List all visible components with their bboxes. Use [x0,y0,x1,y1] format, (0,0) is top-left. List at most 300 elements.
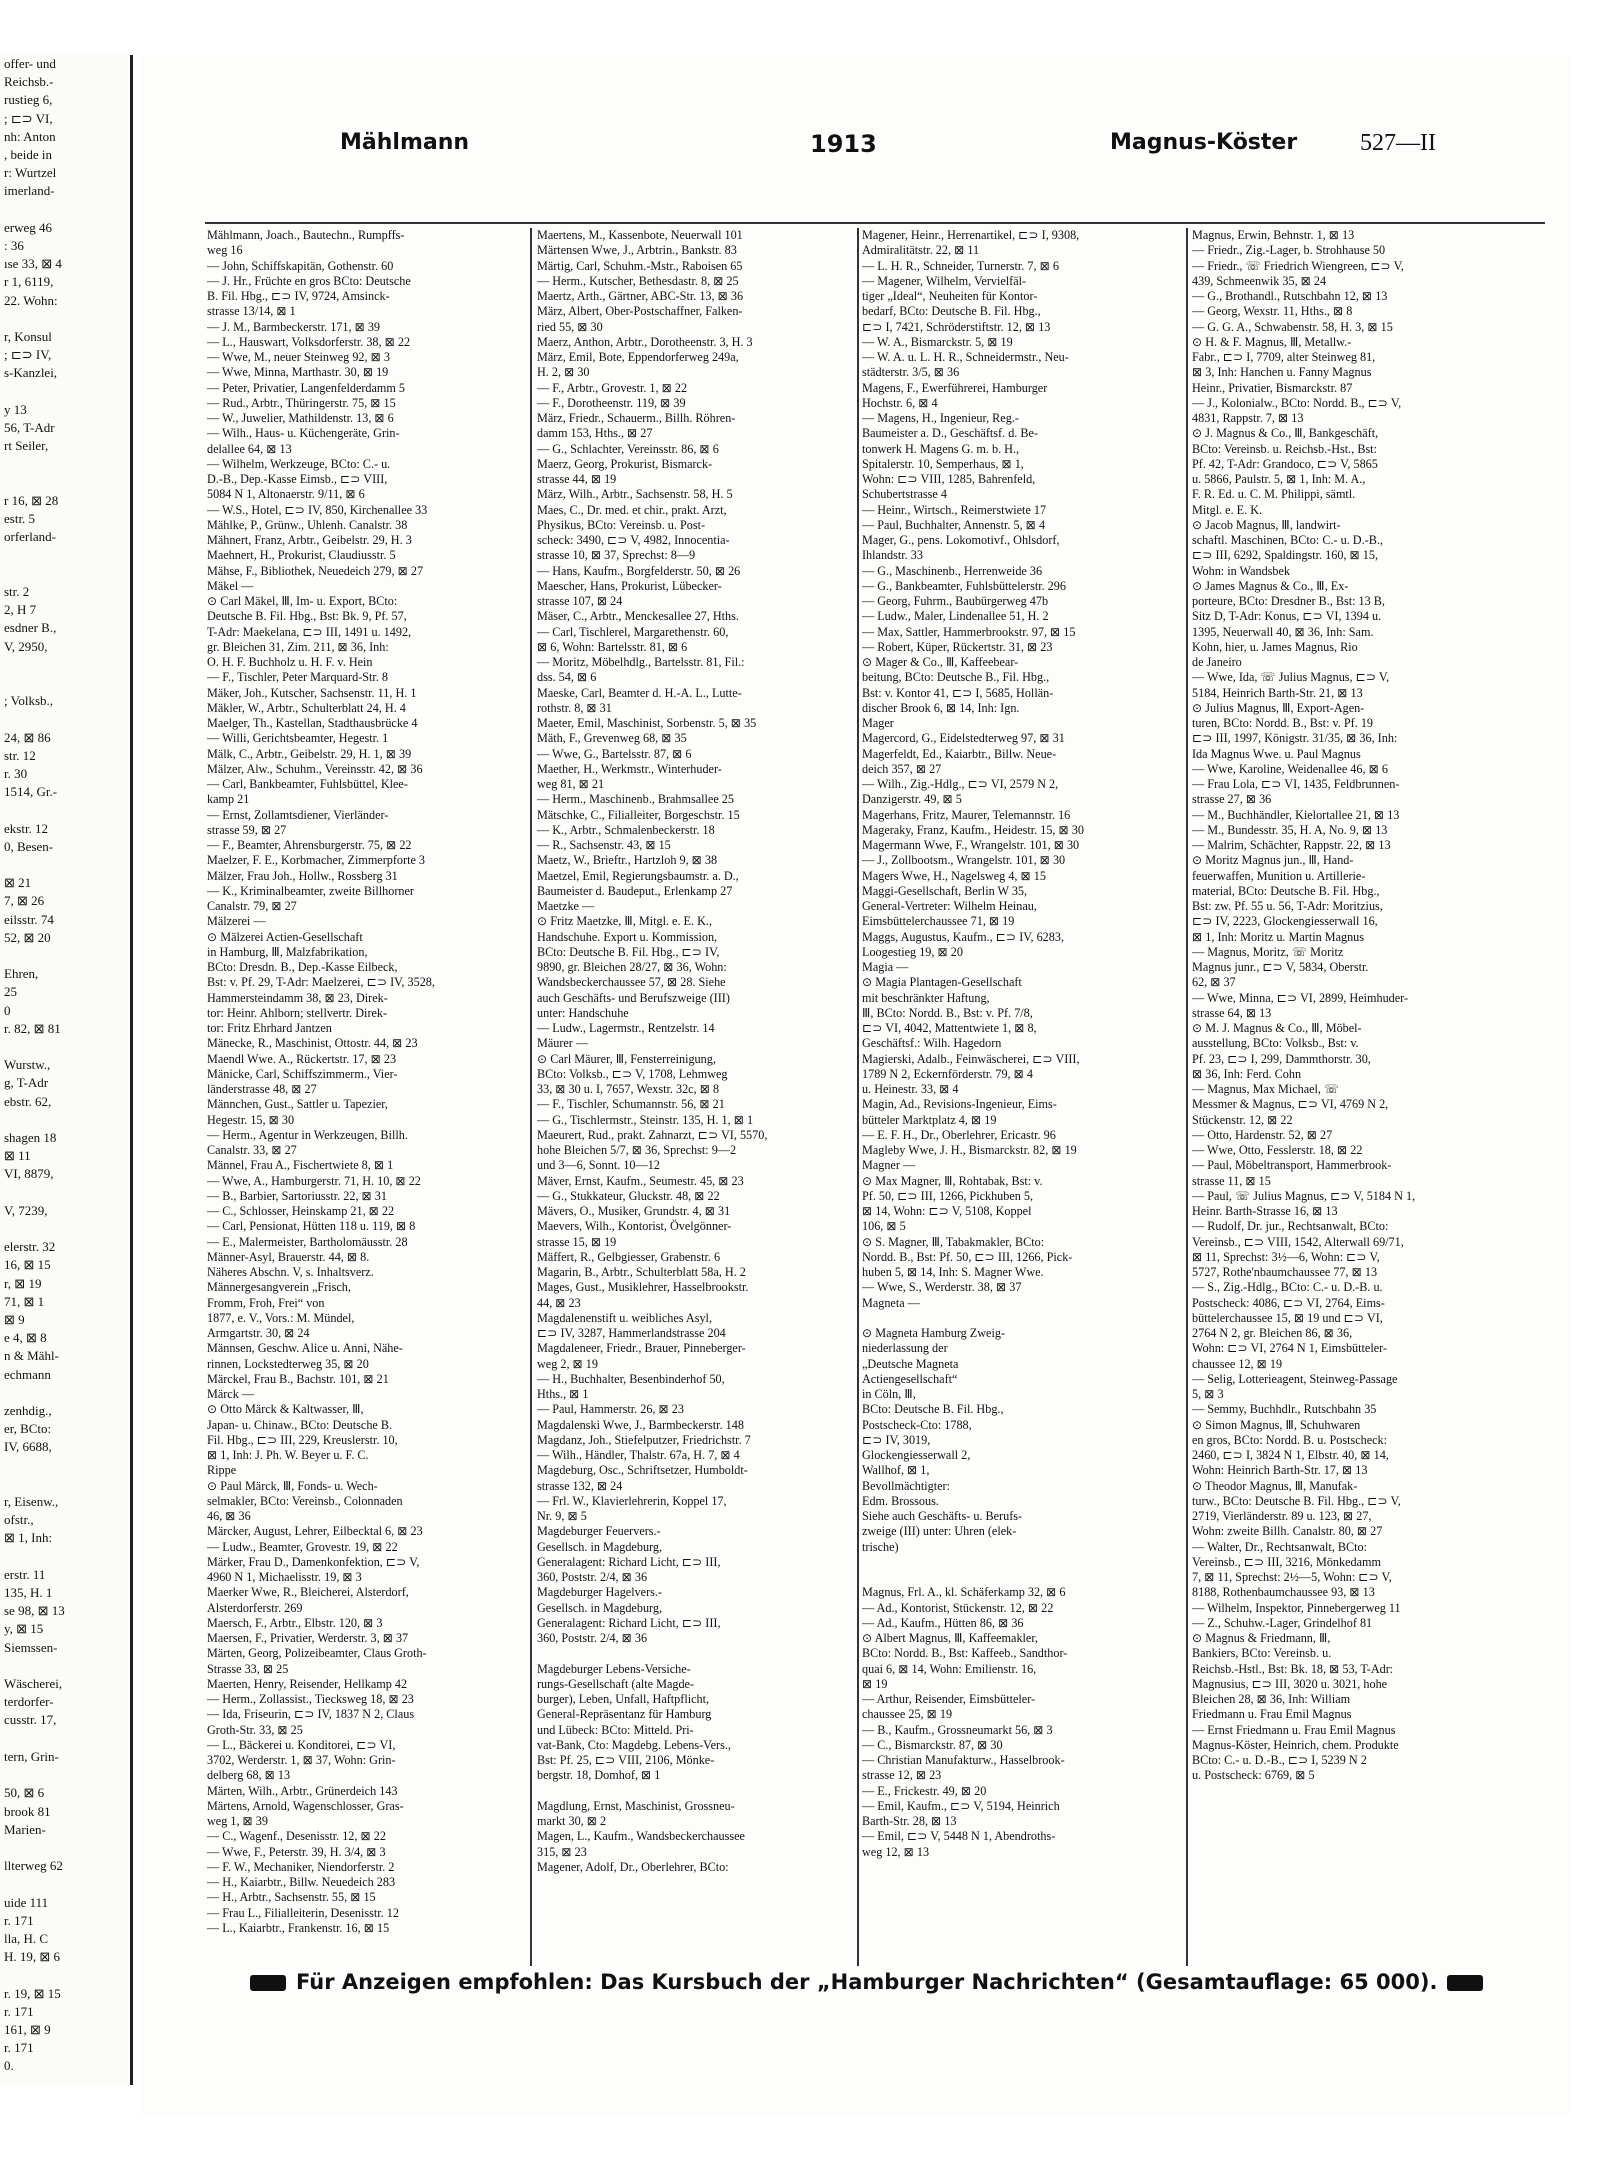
directory-line: Mageraky, Franz, Kaufm., Heidestr. 15, ⊠ 30 [862,822,1084,837]
directory-line: Postscheck-Cto: 1788, [862,1417,972,1432]
directory-line: Maerz, Anthon, Arbtr., Dorotheenstr. 3, H. 3 [537,334,753,349]
directory-line: — Wilh., Zig.-Hdlg., ⊏⊃ VI, 2579 N 2, [862,777,1059,791]
left-page-line [0,674,130,692]
left-page-line: orferland- [4,529,56,545]
directory-line: ⊙ J. Magnus & Co., Ⅲ, Bankgeschäft, [1192,426,1379,441]
directory-line: — Ludw., Beamter, Grovestr. 19, ⊠ 22 [207,1539,398,1554]
directory-line: Deutsche B. Fil. Hbg., Bst: Bk. 9, Pf. 57, [207,609,407,624]
left-page-line: ⊠ 9 [4,1312,25,1328]
directory-line: — C., Bismarckstr. 87, ⊠ 30 [862,1737,1003,1752]
directory-line: — W.S., Hotel, ⊏⊃ IV, 850, Kirchenallee 33 [207,502,428,517]
directory-line: — F., Tischler, Schumannstr. 56, ⊠ 21 [537,1097,725,1112]
directory-line: Mäkel — [207,578,254,593]
directory-line: Näheres Abschn. V, s. Inhaltsverz. [207,1265,374,1279]
left-page-line: llterweg 62 [4,1858,63,1874]
directory-line [862,1555,1180,1570]
directory-line [862,1570,1180,1585]
directory-line: ausstellung, BCto: Volksb., Bst: v. [1192,1036,1359,1051]
directory-line: — H., Buchhalter, Besenbinderhof 50, [537,1371,725,1386]
directory-line: Canalstr. 33, ⊠ 27 [207,1143,297,1157]
directory-line [537,1784,853,1799]
directory-line: Heinr., Privatier, Bismarckstr. 87 [1192,380,1353,395]
directory-line: chaussee 25, ⊠ 19 [862,1707,953,1722]
directory-line: Bleichen 28, ⊠ 36, Inh: William [1192,1692,1351,1706]
page-header [210,130,1540,170]
directory-line: — W., Juwelier, Mathildenstr. 13, ⊠ 6 [207,411,394,425]
directory-line: — J., Kolonialw., BCto: Nordd. B., ⊏⊃ V, [1192,395,1402,410]
directory-line: 106, ⊠ 5 [862,1219,906,1234]
directory-line: Mänecke, R., Maschinist, Ottostr. 44, ⊠ 23 [207,1036,418,1051]
directory-line: Magdalenski Wwe, J., Barmbeckerstr. 148 [537,1417,744,1432]
directory-line: und 3—6, Sonnt. 10—12 [537,1158,660,1173]
directory-line: Vereinsb., ⊏⊃ III, 3216, Mönkedamm [1192,1554,1381,1569]
directory-line: — E. F. H., Dr., Oberlehrer, Ericastr. 96 [862,1127,1056,1142]
directory-line: Strasse 33, ⊠ 25 [207,1661,289,1676]
left-page-line: r. 82, ⊠ 81 [4,1020,61,1036]
left-page-line: erstr. 11 [4,1566,46,1582]
directory-line: 2460, ⊏⊃ I, 3824 N 1, Elbstr. 40, ⊠ 14, [1192,1448,1389,1462]
directory-line: BCto: Dresdn. B., Dep.-Kasse Eilbeck, [207,960,398,974]
pointing-hand-icon [1447,1975,1483,1991]
directory-line: Magerhans, Fritz, Maurer, Telemannstr. 16 [862,807,1071,822]
left-page-line: y, ⊠ 15 [4,1621,44,1637]
directory-line: 2764 N 2, gr. Bleichen 86, ⊠ 36, [1192,1326,1353,1340]
directory-line: rothstr. 8, ⊠ 31 [537,700,612,715]
directory-line: — Max, Sattler, Hammerbrookstr. 97, ⊠ 15 [862,624,1076,639]
directory-line: März, Wilh., Arbtr., Sachsenstr. 58, H. 5 [537,487,733,502]
header-left-keyword: Mählmann [340,130,470,155]
directory-line: Admiralitätstr. 22, ⊠ 11 [862,243,980,258]
directory-line: — C., Schlosser, Heinskamp 21, ⊠ 22 [207,1204,395,1218]
directory-line: ⊙ Carl Mäkel, Ⅲ, Im- u. Export, BCto: [207,594,398,608]
directory-line: ⊠ 1, Inh: J. Ph. W. Beyer u. F. C. [207,1448,369,1462]
directory-line: — J. M., Barmbeckerstr. 171, ⊠ 39 [207,319,381,334]
directory-line: Magdeburger Hagelvers.- [537,1585,662,1600]
directory-line: material, BCto: Deutsche B. Fil. Hbg., [1192,883,1380,898]
directory-line: ⊙ Fritz Maetzke, Ⅲ, Mitgl. e. E. K., [537,914,712,929]
directory-line: Magneta — [862,1295,920,1310]
left-page-line [0,656,130,674]
directory-line: Mäver, Ernst, Kaufm., Seumestr. 45, ⊠ 23 [537,1173,744,1188]
directory-line: Maescher, Hans, Prokurist, Lübecker- [537,578,722,593]
directory-line: Magierski, Adalb., Feinwäscherei, ⊏⊃ VIII, [862,1051,1080,1066]
directory-line: Barth-Str. 28, ⊠ 13 [862,1814,957,1828]
directory-line: Japan- u. Chinaw., BCto: Deutsche B. [207,1417,393,1432]
directory-line: Mählke, P., Grünw., Uhlenh. Canalstr. 38 [207,517,408,532]
directory-line: Mävers, O., Musiker, Grundstr. 4, ⊠ 31 [537,1204,731,1218]
directory-line: länderstrasse 48, ⊠ 27 [207,1082,317,1096]
directory-line: Magdeburg, Osc., Schriftsetzer, Humboldt- [537,1463,748,1478]
directory-line: — H., Kaiarbtr., Billw. Neuedeich 283 [207,1875,396,1889]
directory-line: Männchen, Gust., Sattler u. Tapezier, [207,1097,388,1112]
directory-line: — Frl. W., Klavierlehrerin, Koppel 17, [537,1493,727,1508]
directory-line: 4831, Rappstr. 7, ⊠ 13 [1192,411,1304,425]
left-page-line: 0, Besen- [4,838,54,854]
left-page-line: 25 [4,984,17,1000]
directory-line: Magia — [862,960,909,974]
directory-line: März, Friedr., Schauerm., Billh. Röhren- [537,411,736,425]
directory-line: 8188, Rothenbaumchaussee 93, ⊠ 13 [1192,1585,1375,1600]
left-page-line: ⊠ 1, Inh: [4,1530,53,1546]
directory-line: Schubertstrasse 4 [862,487,947,502]
directory-line: — Selig, Lotterieagent, Steinweg-Passage [1192,1371,1398,1386]
directory-line: Pf. 42, T-Adr: Grandoco, ⊏⊃ V, 5865 [1192,456,1378,471]
directory-line: ⊙ Otto Märck & Kaltwasser, Ⅲ, [207,1402,364,1417]
directory-line: — G., Bankbeamter, Fuhlsbüttelerstr. 296 [862,578,1066,593]
directory-line: — Willi, Gerichtsbeamter, Hegestr. 1 [207,731,389,746]
directory-line: — C., Wagenf., Desenisstr. 12, ⊠ 22 [207,1829,386,1844]
directory-line: 360, Poststr. 2/4, ⊠ 36 [537,1631,648,1645]
directory-line: Gesellsch. in Magdeburg, [537,1539,663,1554]
directory-line: Maggi-Gesellschaft, Berlin W 35, [862,883,1028,898]
directory-line: ⊠ 19 [862,1676,888,1691]
left-page-line: n & Mähl- [4,1348,59,1364]
directory-line: Baumeister a. D., Geschäftsf. d. Be- [862,426,1038,441]
directory-line: porteure, BCto: Dresdner B., Bst: 13 B, [1192,594,1385,608]
directory-line: BCto: Volksb., ⊏⊃ V, 1708, Lehmweg [537,1066,728,1081]
directory-line: strasse 44, ⊠ 19 [537,472,617,486]
directory-line: Maes, C., Dr. med. et chir., prakt. Arzt, [537,502,727,517]
directory-line: Bevollmächtigter: [862,1478,950,1493]
directory-line: — Carl, Tischlerel, Margarethenstr. 60, [537,624,729,639]
directory-line: — Emil, Kaufm., ⊏⊃ V, 5194, Heinrich [862,1798,1060,1813]
directory-line: strasse 10, ⊠ 37, Sprechst: 8—9 [537,548,696,563]
directory-line: ⊙ Theodor Magnus, Ⅲ, Manufak- [1192,1478,1358,1493]
directory-line: strasse 64, ⊠ 13 [1192,1005,1272,1020]
directory-line: 44, ⊠ 23 [537,1295,581,1310]
directory-line: Mitgl. e. E. K. [1192,502,1263,517]
directory-line: — Carl, Bankbeamter, Fuhlsbüttel, Klee- [207,777,408,791]
directory-line: ⊙ Carl Mäurer, Ⅲ, Fensterreinigung, [537,1051,716,1066]
left-page-line: e 4, ⊠ 8 [4,1330,47,1346]
directory-line: — Wwe, Minna, ⊏⊃ VI, 2899, Heimhuder- [1192,990,1409,1005]
directory-line: bütteler Marktplatz 4, ⊠ 19 [862,1112,997,1127]
directory-line: bergstr. 18, Domhof, ⊠ 1 [537,1768,661,1783]
directory-line: ⊙ Julius Magnus, Ⅲ, Export-Agen- [1192,700,1365,715]
directory-line: Märten, Wilh., Arbtr., Grünerdeich 143 [207,1783,398,1798]
directory-line: — Arthur, Reisender, Eimsbütteler- [862,1692,1036,1706]
directory-line: ⊏⊃ IV, 3019, [862,1432,931,1447]
directory-line: 360, Poststr. 2/4, ⊠ 36 [537,1570,648,1584]
left-page-line: y 13 [4,401,27,417]
directory-line: — Wwe, G., Bartelsstr. 87, ⊠ 6 [537,746,692,761]
directory-line: Maendl Wwe. A., Rückertstr. 17, ⊠ 23 [207,1051,397,1066]
left-page-line: V, 7239, [4,1202,48,1218]
directory-line: Magdlung, Ernst, Maschinist, Grossneu- [537,1798,735,1813]
directory-line: — Walter, Dr., Rechtsanwalt, BCto: [1192,1539,1367,1554]
directory-line: ⊙ Magia Plantagen-Gesellschaft [862,975,1022,990]
directory-line: Maeske, Carl, Beamter d. H.-A. L., Lutte- [537,685,742,700]
directory-line: — F., Dorotheenstr. 119, ⊠ 39 [537,395,686,410]
left-page-line: shagen 18 [4,1129,57,1145]
directory-line: Baumeister d. Baudeput., Erlenkamp 27 [537,883,733,898]
directory-line: — W. A., Bismarckstr. 5, ⊠ 19 [862,334,1013,349]
directory-line: deich 357, ⊠ 27 [862,761,942,776]
directory-line: Maersen, F., Privatier, Werderstr. 3, ⊠ 37 [207,1631,409,1645]
left-page-line: brook 81 [4,1803,51,1819]
left-page-line: ⊠ 21 [4,875,32,891]
directory-line [537,1646,853,1661]
left-page-line: r. 171 [4,1912,34,1928]
directory-line: Maetzke — [537,899,595,913]
directory-line: Ⅲ, BCto: Nordd. B., Bst: v. Pf. 7/8, [862,1005,1033,1020]
left-page-line: estr. 5 [4,511,36,527]
directory-line: ⊏⊃ IV, 2223, Glockengiesserwall 16, [1192,914,1378,929]
directory-line: Maeurert, Rud., prakt. Zahnarzt, ⊏⊃ VI, 5570, [537,1127,768,1142]
directory-line: — Herm., Maschinenb., Brahmsallee 25 [537,792,734,807]
left-page-line: Wäscherei, [4,1676,63,1692]
left-page-line: r 1, 6119, [4,274,54,290]
left-page-line [0,1111,130,1129]
directory-line: Männer-Asyl, Brauerstr. 44, ⊠ 8. [207,1249,370,1264]
directory-line: ⊙ Jacob Magnus, Ⅲ, landwirt- [1192,517,1341,532]
directory-line: rinnen, Lockstedterweg 35, ⊠ 20 [207,1356,369,1371]
directory-line: ⊠ 3, Inh: Hanchen u. Fanny Magnus [1192,365,1372,380]
directory-line: ⊠ 11, Sprechst: 3½—6, Wohn: ⊏⊃ V, [1192,1249,1380,1264]
directory-line: Nr. 9, ⊠ 5 [537,1509,587,1523]
directory-line: turen, BCto: Nordd. B., Bst: v. Pf. 19 [1192,716,1374,730]
directory-line: BCto: C.- u. D.-B., ⊏⊃ I, 5239 N 2 [1192,1753,1367,1767]
left-page-line: 24, ⊠ 86 [4,729,51,745]
footer-text: Für Anzeigen empfohlen: Das Kursbuch der „Hamburger Nachrichten“ (Gesamtauflage: 65 000). [296,1970,1438,1994]
directory-line: Märker, Frau D., Damenkonfektion, ⊏⊃ V, [207,1554,420,1569]
directory-line: Mähse, F., Bibliothek, Neuedeich 279, ⊠ 27 [207,563,424,578]
directory-line: — Wwe, Ida, ☏ Julius Magnus, ⊏⊃ V, [1192,670,1390,685]
directory-line: — G., Maschinenb., Herrenweide 36 [862,563,1043,578]
left-page-line: Reichsb.- [4,74,54,90]
left-page-line: cusstr. 17, [4,1712,57,1728]
directory-line: damm 153, Hths., ⊠ 27 [537,426,653,441]
directory-line: BCto: Nordd. B., Bst: Kaffeeb., Sandthor- [862,1646,1068,1661]
directory-line: — Ernst, Zollamtsdiener, Vierländer- [207,807,389,822]
directory-line: General-Repräsentanz für Hamburg [537,1707,712,1722]
directory-line: — B., Kaufm., Grossneumarkt 56, ⊠ 3 [862,1722,1053,1737]
left-page-line: terdorfer- [4,1694,54,1710]
directory-line: feuerwaffen, Munition u. Artillerie- [1192,868,1366,883]
page-number: 527—II [1360,130,1436,156]
directory-line: Magermann Wwe, F., Wrangelstr. 101, ⊠ 30 [862,838,1080,852]
directory-line: ⊙ Max Magner, Ⅲ, Rohtabak, Bst: v. [862,1173,1043,1188]
left-page-line [0,947,130,965]
left-page-line: ofstr., [4,1512,34,1528]
directory-line: ⊙ Mälzerei Actien-Gesellschaft [207,929,363,944]
left-page-line [0,1384,130,1402]
directory-line: Hochstr. 6, ⊠ 4 [862,395,938,410]
header-year: 1913 [810,130,877,158]
column-divider [530,228,532,1966]
directory-line: Wohn: zweite Billh. Canalstr. 80, ⊠ 27 [1192,1524,1383,1539]
directory-line: Märckel, Frau B., Bachstr. 101, ⊠ 21 [207,1371,389,1386]
directory-line: — Herm., Agentur in Werkzeugen, Billh. [207,1127,408,1142]
directory-line: Pf. 50, ⊏⊃ III, 1266, Pickhuben 5, [862,1188,1034,1203]
directory-line: Magdaleneer, Friedr., Brauer, Pinneberger- [537,1341,746,1356]
directory-line: — Herm., Zollassist., Tiecksweg 18, ⊠ 23 [207,1692,414,1706]
left-page-line: 0. [4,2058,14,2074]
left-page-line: : 36 [4,238,24,254]
directory-line: vat-Bank, Cto: Magdebg. Lebens-Vers., [537,1737,731,1752]
directory-line: Maether, H., Werkmstr., Winterhuder- [537,761,722,776]
directory-line: Mänicke, Carl, Schiffszimmerm., Vier- [207,1066,398,1081]
directory-line: — Ad., Kaufm., Hütten 86, ⊠ 36 [862,1615,1024,1630]
directory-line: Märck — [207,1387,255,1401]
directory-line: Pf. 23, ⊏⊃ I, 299, Dammthorstr. 30, [1192,1051,1371,1066]
directory-line: ⊙ Magneta Hamburg Zweig- [862,1326,1005,1340]
directory-line: — E., Malermeister, Bartholomäusstr. 28 [207,1234,408,1249]
directory-line: in Cöln, Ⅲ, [862,1387,916,1401]
directory-line: huben 5, ⊠ 14, Inh: S. Magner Wwe. [862,1265,1044,1279]
directory-line: — Ludw., Maler, Lindenallee 51, H. 2 [862,609,1049,624]
directory-line: Magleby Wwe, J. H., Bismarckstr. 82, ⊠ 19 [862,1143,1077,1157]
directory-line: trische) [862,1539,899,1554]
left-page-line [0,1220,130,1238]
directory-line: 62, ⊠ 37 [1192,975,1236,990]
directory-line: — L. H. R., Schneider, Turnerstr. 7, ⊠ 6 [862,258,1059,273]
directory-line: Armgartstr. 30, ⊠ 24 [207,1326,310,1340]
left-page-line [0,201,130,219]
left-page-line [0,455,130,473]
directory-line: ⊏⊃ VI, 4042, Mattentwiete 1, ⊠ 8, [862,1021,1037,1035]
directory-line: Magdanz, Joh., Stiefelputzer, Friedrichstr. 7 [537,1432,751,1447]
directory-line: tiger „Ideal“, Neuheiten für Kontor- [862,289,1038,303]
left-page-line: 16, ⊠ 15 [4,1257,51,1273]
column-1 [207,228,525,1966]
directory-line: weg 81, ⊠ 21 [537,777,605,791]
directory-line: zweige (III) unter: Uhren (elek- [862,1524,1017,1539]
directory-line: strasse 11, ⊠ 15 [1192,1173,1271,1188]
left-page-line: Marien- [4,1821,46,1837]
directory-line: strasse 107, ⊠ 24 [537,594,623,608]
directory-line: Alsterdorferstr. 269 [207,1600,303,1615]
directory-line: Magnus, Erwin, Behnstr. 1, ⊠ 13 [1192,228,1355,242]
directory-line: strasse 59, ⊠ 27 [207,822,287,837]
directory-line: Maeter, Emil, Maschinist, Sorbenstr. 5, ⊠ 35 [537,716,757,730]
left-page-line: H. 19, ⊠ 6 [4,1949,61,1965]
directory-line: Mäker, Joh., Kutscher, Sachsenstr. 11, H. 1 [207,685,417,700]
left-page-line: ıse 33, ⊠ 4 [4,256,62,272]
left-page-line [0,1730,130,1748]
left-page-line: ; ⊏⊃ IV, [4,347,52,363]
directory-line: ⊠ 1, Inh: Moritz u. Martin Magnus [1192,929,1365,944]
left-page-line: r, Eisenw., [4,1494,59,1510]
directory-line: weg 2, ⊠ 19 [537,1356,598,1371]
directory-line: — Wwe, Karoline, Weidenallee 46, ⊠ 6 [1192,761,1388,776]
directory-line: Canalstr. 79, ⊠ 27 [207,899,297,913]
left-page-line: elerstr. 32 [4,1239,56,1255]
directory-line: Actiengesellschaft“ [862,1371,958,1386]
directory-line: ⊙ Mager & Co., Ⅲ, Kaffeebear- [862,655,1019,669]
directory-line: Magers Wwe, H., Nagelsweg 4, ⊠ 15 [862,868,1046,883]
directory-line: Magnus junr., ⊏⊃ V, 5834, Oberstr. [1192,960,1369,974]
directory-line: gr. Bleichen 31, Zim. 211, ⊠ 36, Inh: [207,639,389,654]
directory-line: — Robert, Küper, Rückertstr. 31, ⊠ 23 [862,639,1053,654]
left-page-line: r. 30 [4,765,28,781]
left-page-line: str. 2 [4,583,30,599]
directory-line: — Rudolf, Dr. jur., Rechtsanwalt, BCto: [1192,1219,1389,1234]
directory-line: Reichsb.-Hstl., Bst: Bk. 18, ⊠ 53, T-Adr: [1192,1661,1394,1676]
directory-line: delallee 64, ⊠ 13 [207,441,292,456]
directory-line: — Paul, Hammerstr. 26, ⊠ 23 [537,1402,684,1417]
directory-line: — L., Hauswart, Volksdorferstr. 38, ⊠ 22 [207,334,411,349]
left-page-line: IV, 6688, [4,1439,52,1455]
directory-line: weg 12, ⊠ 13 [862,1844,930,1859]
directory-line: Friedmann u. Frau Emil Magnus [1192,1707,1352,1722]
directory-line: Generalagent: Richard Licht, ⊏⊃ III, [537,1615,721,1630]
directory-line: Bst: Pf. 25, ⊏⊃ VIII, 2106, Mönke- [537,1753,715,1767]
directory-line: Magnus, Frl. A., kl. Schäferkamp 32, ⊠ 6 [862,1585,1066,1600]
directory-line: Mager, G., pens. Lokomotivf., Ohlsdorf, [862,533,1060,547]
directory-line: 4960 N 1, Michaelisstr. 19, ⊠ 3 [207,1570,362,1584]
left-page-line [0,801,130,819]
left-page-line: uide 111 [4,1894,49,1910]
directory-line: — Georg, Fuhrm., Baubürgerweg 47b [862,594,1049,608]
directory-line: — Georg, Wexstr. 11, Hths., ⊠ 8 [1192,304,1353,319]
directory-line: tor: Heinr. Ahlborn; stellvertr. Direk- [207,1005,388,1020]
directory-line: Wohn: ⊏⊃ VIII, 1285, Bahrenfeld, [862,472,1036,486]
directory-line: — L., Bäckerei u. Konditorei, ⊏⊃ VI, [207,1737,396,1752]
directory-line: Geschäftsf.: Wilh. Hagedorn [862,1036,1002,1051]
directory-line: Generalagent: Richard Licht, ⊏⊃ III, [537,1554,721,1569]
left-page-line [0,383,130,401]
directory-line: Magen, L., Kaufm., Wandsbeckerchaussee [537,1829,745,1844]
directory-line: BCto: Deutsche B. Fil. Hbg., ⊏⊃ IV, [537,944,720,959]
directory-line: Märten, Georg, Polizeibeamter, Claus Groth- [207,1646,427,1661]
directory-line: — F., Tischler, Peter Marquard-Str. 8 [207,670,389,685]
directory-line: BCto: Deutsche B. Fil. Hbg., [862,1402,1004,1417]
directory-line: strasse 27, ⊠ 36 [1192,792,1272,807]
left-page-line: 161, ⊠ 9 [4,2021,51,2037]
left-page-line: 2, H 7 [4,602,37,618]
directory-line: Maevers, Wilh., Kontorist, Övelgönner- [537,1219,732,1234]
directory-line: Männsen, Geschw. Alice u. Anni, Nähe- [207,1341,403,1356]
directory-line: — Wilhelm, Inspektor, Pinnebergerweg 11 [1192,1600,1401,1615]
directory-line: — Magnus, Moritz, ☏ Moritz [1192,944,1344,959]
left-page-line: echmann [4,1366,51,1382]
directory-line: März, Albert, Ober-Postschaffner, Falken- [537,304,743,319]
directory-line: Maelzer, F. E., Korbmacher, Zimmerpforte 3 [207,853,426,868]
directory-line: Mäffert, R., Gelbgiesser, Grabenstr. 6 [537,1249,721,1264]
directory-line: Magener, Adolf, Dr., Oberlehrer, BCto: [537,1859,729,1874]
column-2 [537,228,853,1966]
directory-line: selmakler, BCto: Vereinsb., Colonnaden [207,1493,403,1508]
directory-line: — Wwe, F., Peterstr. 39, H. 3/4, ⊠ 3 [207,1844,386,1859]
directory-line: 5084 N 1, Altonaerstr. 9/11, ⊠ 6 [207,487,365,502]
directory-line: Messmer & Magnus, ⊏⊃ VI, 4769 N 2, [1192,1097,1389,1112]
left-page-line: lla, H. C [4,1930,49,1946]
directory-line: Magnusius, ⊏⊃ III, 3020 u. 3021, hohe [1192,1676,1388,1691]
directory-line: — Semmy, Buchhdlr., Rutschbahn 35 [1192,1402,1377,1417]
directory-line: — S., Zig.-Hdlg., BCto: C.- u. D.-B. u. [1192,1280,1383,1295]
left-page-line: imerland- [4,183,55,199]
directory-line: Maersch, F., Arbtr., Elbstr. 120, ⊠ 3 [207,1615,383,1630]
directory-line: büttelerchaussee 15, ⊠ 19 und ⊏⊃ VI, [1192,1310,1383,1325]
directory-line: Mälzer, Frau Joh., Hollw., Rossberg 31 [207,868,398,883]
directory-line: Bst: v. Kontor 41, ⊏⊃ I, 5685, Hollän- [862,685,1054,700]
left-page-line: 22. Wohn: [4,292,58,308]
directory-line: und Lübeck: BCto: Mitteld. Pri- [537,1722,694,1737]
directory-line: — Moritz, Möbelhdlg., Bartelsstr. 81, Fil.: [537,655,745,669]
directory-line: — Wwe, M., neuer Steinweg 92, ⊠ 3 [207,350,390,364]
directory-line: Gesellsch. in Magdeburg, [537,1600,663,1615]
left-page-line: r, Konsul [4,329,52,345]
directory-line: — F. W., Mechaniker, Niendorferstr. 2 [207,1859,395,1874]
directory-line: H. 2, ⊠ 30 [537,365,590,380]
left-page-line: VI, 8879, [4,1166,54,1182]
directory-line: in Hamburg, Ⅲ, Malzfabrikation, [207,944,368,959]
directory-line: — Heinr., Wirtsch., Reimerstwiete 17 [862,502,1047,517]
directory-line: — Frau Lola, ⊏⊃ VI, 1435, Feldbrunnen- [1192,777,1400,791]
left-page-line: Siemssen- [4,1639,58,1655]
directory-line: T-Adr: Maekelana, ⊏⊃ III, 1491 u. 1492, [207,624,412,639]
